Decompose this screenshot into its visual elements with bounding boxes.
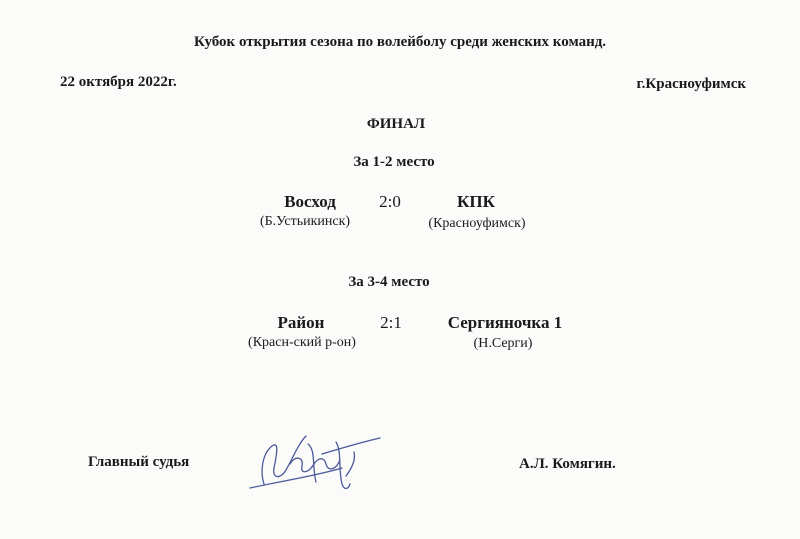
match-1-score: 2:0 xyxy=(379,192,401,211)
match-2-place: За 3-4 место xyxy=(348,274,430,290)
match-1-team-1-city: (Б.Устьикинск) xyxy=(259,214,351,229)
match-2-team-2-name: Сергияночка 1 xyxy=(447,313,563,332)
match-2-score: 2:1 xyxy=(380,313,402,332)
judge-label: Главный судья xyxy=(88,454,190,470)
match-1-place: За 1-2 место xyxy=(353,154,435,170)
match-2-team-2-city: (Н.Серги) xyxy=(473,336,533,351)
judge-name: А.Л. Комягин. xyxy=(519,456,616,472)
signature-image xyxy=(246,424,386,496)
match-2-team-1-name: Район xyxy=(277,313,325,332)
match-1-team-2-name: КПК xyxy=(457,192,495,211)
match-2-team-1-city: (Красн-ский р-он) xyxy=(248,335,356,350)
document-title: Кубок открытия сезона по волейболу среди женских команд. xyxy=(193,34,607,50)
event-date: 22 октября 2022г. xyxy=(60,74,177,90)
event-city: г.Красноуфимск xyxy=(636,76,746,92)
match-1-team-2-city: (Красноуфимск) xyxy=(428,216,526,231)
stage-heading: ФИНАЛ xyxy=(366,116,426,132)
match-1-team-1-name: Восход xyxy=(284,192,336,211)
